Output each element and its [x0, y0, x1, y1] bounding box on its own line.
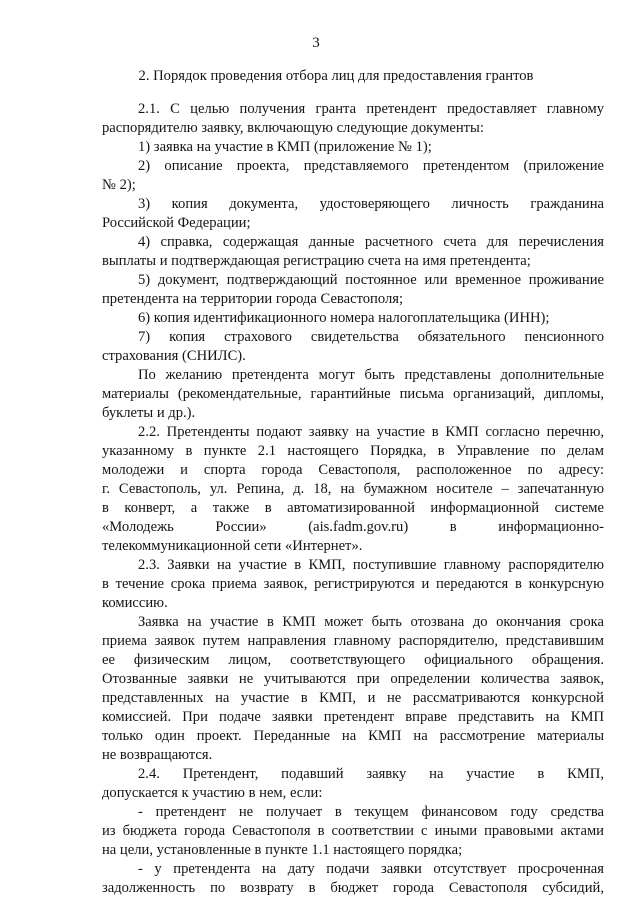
text-line — [102, 252, 604, 271]
text-line-content: 6) копия идентификационного номера налогоплательщика (ИНН); — [138, 310, 550, 326]
text-line — [102, 100, 604, 119]
text-line-content: 2.2. Претенденты подают заявку на участие в КМП согласно перечню, — [138, 424, 604, 440]
text-line-content: 2.4. Претендент, подавший заявку на участие в КМП, — [138, 766, 604, 782]
text-line-content: Заявка на участие в КМП может быть отозвана до окончания срока — [138, 614, 604, 630]
text-line — [102, 195, 604, 214]
text-line-content: выплаты и подтверждающая регистрацию счета на имя претендента; — [102, 253, 531, 269]
text-line — [102, 708, 604, 727]
text-line — [102, 176, 604, 195]
text-line-content: 2.3. Заявки на участие в КМП, поступившие главному распорядителю — [138, 557, 604, 573]
text-line — [102, 290, 604, 309]
text-line-content: 2.1. С целью получения гранта претендент предоставляет главному — [138, 101, 604, 117]
section-heading: 2. Порядок проведения отбора лиц для предоставления грантов — [138, 68, 534, 84]
text-line-content: представленных на участие в КМП, и не рассматриваются конкурсной — [102, 690, 604, 706]
text-line-content: задолженность по возврату в бюджет города Севастополя субсидий, — [102, 880, 604, 896]
text-line-content: 2) описание проекта, представляемого претендентом (приложение — [138, 158, 604, 174]
text-line-content: - претендент не получает в текущем финансовом году средства — [138, 804, 604, 820]
text-line-content: 1) заявка на участие в КМП (приложение № 1); — [138, 139, 432, 155]
text-line-content: допускается к участию в нем, если: — [102, 785, 323, 801]
text-line — [102, 347, 604, 366]
text-line-content: телекоммуникационной сети «Интернет». — [102, 538, 363, 554]
text-line — [102, 442, 604, 461]
text-line-content: из бюджета города Севастополя в соответствии с иными правовыми актами — [102, 823, 604, 839]
text-line — [102, 309, 604, 328]
text-line-content: Отозванные заявки не учитываются при определении количества заявок, — [102, 671, 604, 687]
text-line-content: претендента на территории города Севастополя; — [102, 291, 404, 307]
text-line — [102, 689, 604, 708]
text-line — [102, 404, 604, 423]
text-line — [102, 670, 604, 689]
text-line-content: 3) копия документа, удостоверяющего личность гражданина — [138, 196, 604, 212]
text-line — [102, 727, 604, 746]
text-line — [102, 575, 604, 594]
text-line-content: только один проект. Переданные на КМП на рассмотрение материалы — [102, 728, 604, 744]
text-line-content: не возвращаются. — [102, 747, 213, 763]
text-line-content: буклеты и др.). — [102, 405, 196, 421]
page-number: 3 — [312, 35, 320, 51]
text-line-content: 4) справка, содержащая данные расчетного счета для перечисления — [138, 234, 604, 250]
text-line-content: По желанию претендента могут быть представлены дополнительные — [138, 367, 604, 383]
text-line-content: страхования (СНИЛС). — [102, 348, 246, 364]
text-line — [102, 157, 604, 176]
text-line — [102, 746, 604, 765]
text-line — [102, 822, 604, 841]
text-line — [102, 328, 604, 347]
text-line — [102, 841, 604, 860]
document-body — [102, 100, 604, 898]
text-line — [102, 879, 604, 898]
text-line — [102, 119, 604, 138]
text-line — [102, 518, 604, 537]
text-line-content: 7) копия страхового свидетельства обязательного пенсионного — [138, 329, 604, 345]
text-line-content: «Молодежь России» (ais.fadm.gov.ru) в информационно- — [102, 519, 604, 535]
text-line — [102, 784, 604, 803]
text-line-content: № 2); — [102, 177, 136, 193]
text-line-content: в течение срока приема заявок, регистрируются и передаются в конкурсную — [102, 576, 604, 592]
text-line — [102, 594, 604, 613]
text-line-content: Российской Федерации; — [102, 215, 251, 231]
text-line-content: указанному в пункте 2.1 настоящего Порядка, в Управление по делам — [102, 443, 604, 459]
text-line-content: приема заявок путем направления главному распорядителю, представившим — [102, 633, 604, 649]
text-line — [102, 499, 604, 518]
text-line-content: 5) документ, подтверждающий постоянное или временное проживание — [138, 272, 604, 288]
text-line — [102, 366, 604, 385]
text-line-content: комиссией. При подаче заявки претендент вправе представить на КМП — [102, 709, 604, 725]
text-line — [102, 765, 604, 784]
text-line — [102, 651, 604, 670]
text-line — [102, 537, 604, 556]
text-line — [102, 556, 604, 575]
text-line-content: распорядителю заявку, включающую следующие документы: — [102, 120, 484, 136]
text-line-content: ее физическим лицом, соответствующего официального обращения. — [102, 652, 604, 668]
text-line-content: - у претендента на дату подачи заявки отсутствует просроченная — [138, 861, 604, 877]
text-line — [102, 138, 604, 157]
text-line-content: молодежи и спорта города Севастополя, расположенное по адресу: — [102, 462, 604, 478]
text-line — [102, 271, 604, 290]
text-line — [102, 613, 604, 632]
text-line-content: комиссию. — [102, 595, 168, 611]
text-line — [102, 233, 604, 252]
text-line — [102, 803, 604, 822]
text-line — [102, 480, 604, 499]
text-line-content: в конверт, а также в автоматизированной информационной системе — [102, 500, 604, 516]
text-line-content: материалы (рекомендательные, гарантийные письма организаций, дипломы, — [102, 386, 604, 402]
text-line — [102, 632, 604, 651]
text-line — [102, 385, 604, 404]
text-line — [102, 423, 604, 442]
text-line — [102, 214, 604, 233]
text-line — [102, 461, 604, 480]
text-line-content: г. Севастополь, ул. Репина, д. 18, на бумажном носителе – запечатанную — [102, 481, 604, 497]
text-line — [102, 860, 604, 879]
text-line-content: на цели, установленные в пункте 1.1 настоящего порядка; — [102, 842, 463, 858]
